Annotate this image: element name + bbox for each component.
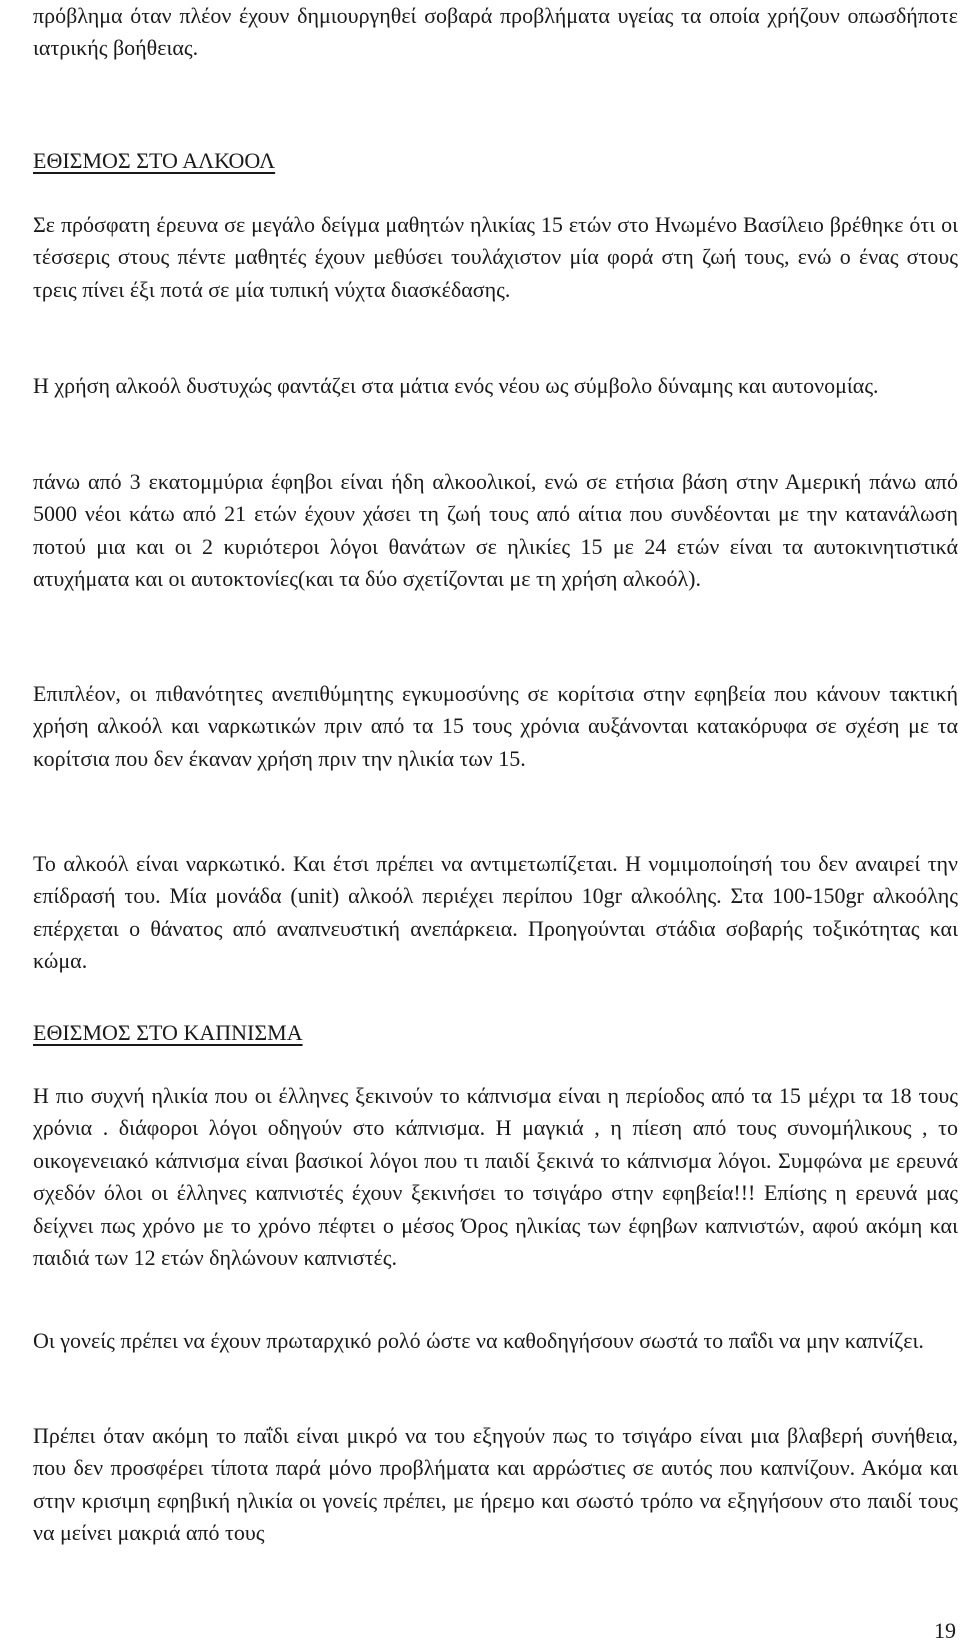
smoking-section-heading: ΕΘΙΣΜΟΣ ΣΤΟ ΚΑΠΝΙΣΜΑ	[33, 1020, 303, 1045]
alcohol-paragraph-1: Σε πρόσφατη έρευνα σε μεγάλο δείγμα μαθητών ηλικίας 15 ετών στο Ηνωμένο Βασίλειο βρέθηκε ότι οι τέσσερις στους πέντε μαθητές έχουν μεθύσει τουλάχιστον μία φορά στη ζωή τους, ενώ ο ένας στους τρεις πίνει έξι ποτά σε μία τυπική νύχτα διασκέδασης.	[33, 212, 958, 302]
alcohol-section-heading: ΕΘΙΣΜΟΣ ΣΤΟ ΑΛΚΟΟΛ	[33, 148, 276, 173]
smoking-paragraph-2: Οι γονείς πρέπει να έχουν πρωταρχικό ρολό ώστε να καθοδηγήσουν σωστά το παΐδι να μην καπνίζει.	[33, 1328, 924, 1353]
alcohol-paragraph-2: Η χρήση αλκοόλ δυστυχώς φαντάζει στα μάτια ενός νέου ως σύμβολο δύναμης και αυτονομίας.	[33, 373, 879, 398]
intro-paragraph: πρόβλημα όταν πλέον έχουν δημιουργηθεί σοβαρά προβλήματα υγείας τα οποία χρήζουν οπωσδήποτε ιατρικής βοήθειας.	[33, 3, 958, 61]
alcohol-paragraph-3: πάνω από 3 εκατομμύρια έφηβοι είναι ήδη αλκοολικοί, ενώ σε ετήσια βάση στην Αμερική πάνω από 5000 νέοι κάτω από 21 ετών έχουν χάσει τη ζωή τους από αίτια που συνδέονται με την κατανάλωση ποτού μια και οι 2 κυριότεροι λόγοι θανάτων σε ηλικίες 15 με 24 ετών είναι τα αυτοκινητιστικά ατυχήματα και οι αυτοκτονίες(και τα δύο σχετίζονται με τη χρήση αλκοόλ).	[33, 469, 958, 592]
alcohol-paragraph-5: Το αλκοόλ είναι ναρκωτικό. Και έτσι πρέπει να αντιμετωπίζεται. Η νομιμοποίησή του δεν αναιρεί την επίδρασή του. Μία μονάδα (unit) αλκοόλ περιέχει περίπου 10gr αλκοόλης. Στα 100-150gr αλκοόλης επέρχεται ο θάνατος από αναπνευστική ανεπάρκεια. Προηγούνται στάδια σοβαρής τοξικότητας και κώμα.	[33, 851, 958, 974]
smoking-paragraph-1: Η πιο συχνή ηλικία που οι έλληνες ξεκινούν το κάπνισμα είναι η περίοδος από τα 15 μέχρι τα 18 τους χρόνια . διάφοροι λόγοι οδηγούν στο κάπνισμα. Η μαγκιά , η πίεση από τους συνομήλικους , το οικογενειακό κάπνισμα είναι βασικοί λόγοι που τι παιδί ξεκινά το κάπνισμα λόγοι. Συμφώνα με ερευνά σχεδόν όλοι οι έλληνες καπνιστές έχουν ξεκινήσει το τσιγάρο στην εφηβεία!!! Επίσης η ερευνά μας δείχνει πως χρόνο με το χρόνο πέφτει ο μέσος Όρος ηλικίας των έφηβων καπνιστών, αφού ακόμη και παιδιά των 12 ετών δηλώνουν καπνιστές.	[33, 1083, 958, 1271]
smoking-paragraph-3: Πρέπει όταν ακόμη το παΐδι είναι μικρό να του εξηγούν πως το τσιγάρο είναι μια βλαβερή συνήθεια, που δεν προσφέρει τίποτα παρά μόνο προβλήματα και αρρώστιες σε αυτός που καπνίζουν. Ακόμα και στην κρισιμη εφηβική ηλικία οι γονείς πρέπει, με ήρεμο και σωστό τρόπο να εξηγήσουν στο παιδί τους να μείνει μακριά από τους	[33, 1423, 958, 1546]
alcohol-paragraph-4: Επιπλέον, οι πιθανότητες ανεπιθύμητης εγκυμοσύνης σε κορίτσια στην εφηβεία που κάνουν τακτική χρήση αλκοόλ και ναρκωτικών πριν από τα 15 τους χρόνια αυξάνονται κατακόρυφα σε σχέση με τα κορίτσια που δεν έκαναν χρήση πριν την ηλικία των 15.	[33, 681, 958, 771]
page-number: 19	[934, 1618, 956, 1643]
